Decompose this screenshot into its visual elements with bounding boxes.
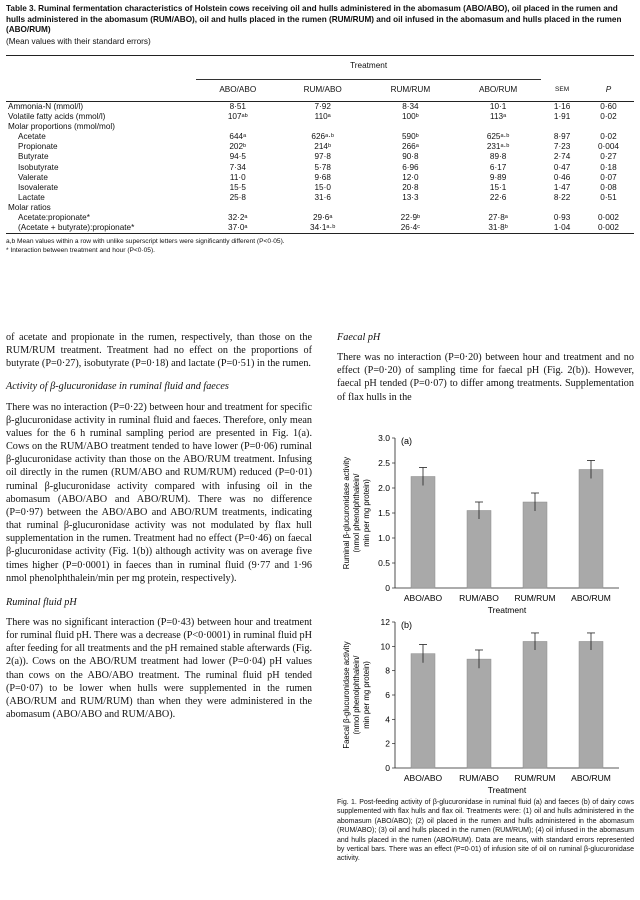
bar <box>523 502 547 588</box>
table-cell: 0·93 <box>553 213 571 223</box>
table-cell: 31·6 <box>314 192 331 202</box>
y-tick-label: 0 <box>385 763 390 773</box>
table-row <box>6 193 634 203</box>
column-header: ABO/ABO <box>219 85 257 95</box>
table-cell: 0·46 <box>553 172 571 182</box>
table-cell: 0·27 <box>600 152 617 162</box>
table-cell: 107ᵃᵇ <box>227 112 248 122</box>
y-tick-label: 2 <box>385 738 390 749</box>
table-cell: 0·02 <box>600 112 617 122</box>
y-tick-label: 1.0 <box>378 533 390 543</box>
table-cell: 90·8 <box>402 152 419 162</box>
y-tick-label: 8 <box>385 665 390 676</box>
y-tick-label: 2.5 <box>378 458 390 468</box>
section-heading: Faecal pH <box>337 332 381 343</box>
column-header: SEM <box>555 86 570 94</box>
row-label: Isobutyrate <box>18 162 59 172</box>
table-cell: 1·16 <box>553 102 571 111</box>
table-cell: 0·004 <box>597 142 619 152</box>
row-label: Molar ratios <box>8 202 51 212</box>
left-text-column <box>6 331 312 721</box>
column-header: P <box>605 85 612 95</box>
table-cell: 626ᵃ·ᵇ <box>311 132 334 142</box>
table-row <box>6 112 634 122</box>
table-cell: 0·07 <box>600 172 617 182</box>
bar <box>523 641 547 768</box>
table-3 <box>6 4 634 255</box>
table-cell: 89·8 <box>489 152 507 162</box>
bar <box>467 659 491 768</box>
table-row <box>6 213 634 223</box>
y-tick-label: 0.5 <box>378 558 390 568</box>
table-cell: 8·22 <box>553 192 571 202</box>
table-row <box>6 122 634 132</box>
table-cell <box>455 203 541 213</box>
bar <box>467 511 491 589</box>
table-cell <box>583 203 634 213</box>
table-cell <box>196 203 280 213</box>
table-cell: 202ᵇ <box>229 142 247 152</box>
table-cell: 10·1 <box>489 102 507 111</box>
table-cell: 12·0 <box>402 172 419 182</box>
table-cell: 2·74 <box>553 152 571 162</box>
x-tick-label: RUM/ABO <box>459 773 499 783</box>
table-cell <box>366 203 455 213</box>
table-cell: 1·47 <box>553 182 571 192</box>
table-cell: 0·002 <box>597 223 619 233</box>
table-cell <box>541 203 583 213</box>
x-tick-label: RUM/ABO <box>459 593 499 603</box>
y-axis-label-line: Faecal β-glucuronidase activity <box>342 641 351 749</box>
row-label: (Acetate + butyrate):propionate* <box>18 223 135 233</box>
table-cell: 0·02 <box>600 132 617 142</box>
y-axis-label-line: Ruminal β-glucuronidase activity <box>342 456 351 570</box>
row-label: Ammonia-N (mmol/l) <box>8 102 84 111</box>
table-cell <box>366 122 455 132</box>
table-row <box>6 132 634 142</box>
table-cell: 110ᵃ <box>314 112 331 122</box>
table-cell: 15·1 <box>489 182 507 192</box>
table-cell: 644ᵃ <box>229 132 247 142</box>
table-cell: 7·92 <box>314 102 331 111</box>
table-cell: 15·5 <box>229 182 246 192</box>
table-cell: 8·51 <box>229 102 246 111</box>
table-row <box>6 102 634 113</box>
bar <box>579 470 603 589</box>
table-row <box>6 223 634 234</box>
row-label: Molar proportions (mmol/mol) <box>8 122 115 132</box>
y-tick-label: 10 <box>380 641 390 652</box>
table-cell <box>583 122 634 132</box>
section-heading: Activity of β-glucuronidase in ruminal fluid and faeces <box>6 381 229 393</box>
treatment-header: Treatment <box>350 60 388 70</box>
row-label: Butyrate <box>18 152 49 162</box>
y-axis-label <box>342 641 371 748</box>
table-cell: 0·18 <box>600 162 617 172</box>
table-cell: 32·2ᵃ <box>228 213 248 223</box>
figure-1 <box>337 426 634 801</box>
table-cell: 11·0 <box>229 172 246 182</box>
table-cell <box>196 122 280 132</box>
row-label: Acetate <box>18 132 46 142</box>
y-axis-label-line: (nmol phenolphthalein/ <box>352 655 361 735</box>
table-row <box>6 152 634 162</box>
table-cell: 25·8 <box>229 192 246 202</box>
table-cell: 6·17 <box>489 162 507 172</box>
table-cell <box>280 122 366 132</box>
row-label: Valerate <box>18 172 48 182</box>
x-tick-label: ABO/ABO <box>403 773 443 783</box>
table-cell: 7·23 <box>553 142 571 152</box>
table-caption: Table 3. Ruminal fermentation characteristics of Holstein cows receiving oil and hulls administered in the abomasum (ABO/ABO), oil placed in the rumen and hulls administered in the abomasum (RUM/ABO), oil and hulls placed in the rumen (RUM/RUM) and oil infused in the abomasum and hulls placed in the rumen (ABO/RUM) <box>6 4 622 34</box>
table-cell: 15·0 <box>314 182 331 192</box>
paragraph: There was no interaction (P=0·20) between hour and treatment and no effect (P=0·20) of sampling time for faecal pH (Fig. 2(b)). However, faecal pH tended (P=0·07) to differ among treatments. Supplementation of flax hulls in the <box>337 352 634 403</box>
table-cell: 22·9ᵇ <box>400 213 421 223</box>
table-cell: 13·3 <box>402 192 419 202</box>
table-cell: 214ᵇ <box>314 142 332 152</box>
paragraph: There was no interaction (P=0·22) between hour and treatment for specific β-glucuronidase activity in ruminal fluid and faeces. Therefore, only mean values for the 6 h ruminal sampling period are presented in Fig. 1(a). Cows on the RUM/ABO treatment tended to have lower (P=0·06) ruminal β-glucuronidase activity than those on the ABO/RUM treatment. Infusing oil directly in the rumen (RUM/ABO and RUM/RUM) reduced (P=0·01) ruminal β-glucuronidase activity compared with infusing oil in the abomasum (ABO/ABO and ABO/RUM). There was no difference (P=0·97) between the ABO/ABO and ABO/RUM treatments, indicating that ruminal β-glucuronidase activity was not modulated by flax hull supplementation in the rumen. Treatment had no effect (P=0·46) on faecal β-glucuronidase activity (Fig. 1(b)) although activity was on average five times higher (P=0·0001) in faeces than in ruminal fluid (9·77 and 1·96 nmol phenolphthalein/min per mg protein, respectively). <box>6 401 312 584</box>
table-row <box>6 173 634 183</box>
bar <box>411 477 435 589</box>
x-tick-label: RUM/RUM <box>514 773 556 783</box>
column-header: ABO/RUM <box>478 85 518 95</box>
table-cell: 37·0ᵃ <box>228 223 248 233</box>
table-cell: 100ᵇ <box>402 112 419 122</box>
panel-label: (a) <box>401 436 412 446</box>
table-cell: 9·89 <box>489 172 507 182</box>
table-cell: 1·04 <box>553 223 571 233</box>
y-axis-label-line: (nmol phenolphthalein/ <box>352 473 361 553</box>
table-cell <box>541 122 583 132</box>
table-cell: 94·5 <box>229 152 246 162</box>
table-subcaption: (Mean values with their standard errors) <box>6 36 151 46</box>
x-axis-label: Treatment <box>487 605 527 615</box>
table-cell: 0·47 <box>553 162 571 172</box>
x-tick-label: ABO/ABO <box>403 593 443 603</box>
table-cell: 20·8 <box>402 182 419 192</box>
table-cell: 0·51 <box>600 192 617 202</box>
table-row <box>6 142 634 152</box>
table-cell <box>280 203 366 213</box>
table-cell: 0·60 <box>600 102 617 111</box>
row-label: Propionate <box>18 142 58 152</box>
section-heading: Ruminal fluid pH <box>6 596 77 608</box>
row-label: Volatile fatty acids (mmol/l) <box>8 112 106 122</box>
table-row <box>6 183 634 193</box>
table-cell: 8·97 <box>553 132 571 142</box>
panel-label: (b) <box>401 620 412 630</box>
y-tick-label: 2.0 <box>378 483 390 493</box>
row-label: Isovalerate <box>18 182 59 192</box>
table-cell: 9·68 <box>314 172 331 182</box>
table-cell: 8·34 <box>402 102 419 111</box>
table-cell: 266ᵃ <box>402 142 419 152</box>
table-row <box>6 203 634 213</box>
y-axis-label <box>342 457 371 569</box>
table-row <box>6 163 634 173</box>
column-header: RUM/ABO <box>303 85 342 95</box>
table-cell: 590ᵇ <box>402 132 419 142</box>
table-cell: 27·8ᵃ <box>488 213 508 223</box>
x-tick-label: ABO/RUM <box>571 773 611 783</box>
table-footnotes <box>6 237 634 255</box>
table-cell: 29·6ᵃ <box>312 213 333 223</box>
y-tick-label: 0 <box>385 583 390 593</box>
figure-caption: Fig. 1. Post-feeding activity of β-glucuronidase in ruminal fluid (a) and faeces (b) of dairy cows supplemented with flax hulls and flax oil. Treatments were: (1) oil and hulls administered in the abomasum (ABO/ABO); (2) oil placed in the rumen and hulls administered in the abomasum (RUM/ABO); (3) oil and hulls placed in the rumen (RUM/RUM); (4) oil infused in the abomasum and hulls placed in the rumen (ABO/RUM). Data are means, with standard errors represented by vertical bars. There was an effect (P=0·01) of infusion site of oil on ruminal β-glucuronidase activity. <box>337 799 634 863</box>
table-cell: 113ᵃ <box>490 112 507 122</box>
table-cell: 5·78 <box>314 162 331 172</box>
table-cell: 6·96 <box>402 162 419 172</box>
row-label: Acetate:propionate* <box>18 213 90 223</box>
bar <box>411 654 435 768</box>
table-cell: 31·8ᵇ <box>488 223 508 233</box>
y-tick-label: 3.0 <box>378 433 390 443</box>
table-cell: 26·4ᶜ <box>400 223 421 233</box>
y-axis-label-line: min per mg protein) <box>362 661 371 729</box>
table-cell: 0·08 <box>600 182 617 192</box>
column-header: RUM/RUM <box>390 85 431 95</box>
table-cell: 97·8 <box>314 152 331 162</box>
table-cell: 231ᵃ·ᵇ <box>486 142 510 152</box>
y-tick-label: 6 <box>385 690 390 700</box>
paragraph: There was no significant interaction (P=0·43) between hour and treatment for ruminal fluid pH. There was a decrease (P<0·0001) in ruminal fluid pH after feeding for all treatments and the pH remained stable afterwards (Fig. 2(a)). Cows on the ABO/RUM treatment had lower (P=0·04) pH values than cows on the ABO/ABO treatment. The ruminal fluid pH tended (P=0·07) to be lower when hulls were supplemented in the rumen (ABO/RUM and RUM/RUM) than when they were administered in the abomasum (ABO/ABO and RUM/ABO). <box>6 616 312 721</box>
figure-1-chart <box>337 426 634 796</box>
row-label: Lactate <box>18 192 45 202</box>
x-tick-label: RUM/RUM <box>514 593 556 603</box>
x-tick-label: ABO/RUM <box>571 593 611 603</box>
table-cell: 1·91 <box>553 112 571 122</box>
y-tick-label: 12 <box>380 617 390 627</box>
table-cell: 625ᵃ·ᵇ <box>486 132 510 142</box>
table-cell <box>455 122 541 132</box>
bar <box>579 641 603 768</box>
table-cell: 34·1ᵃ·ᵇ <box>310 223 336 233</box>
paragraph: of acetate and propionate in the rumen, respectively, than those on the RUM/RUM treatment. Treatment had no effect on the proportions of butyrate (P=0·27), isobutyrate (P=0·18) and lactate (P=0·51) in the rumen. <box>6 332 312 370</box>
table-cell: 0·002 <box>597 213 619 223</box>
x-axis-label: Treatment <box>487 785 527 795</box>
y-tick-label: 4 <box>385 714 390 725</box>
table-cell: 7·34 <box>229 162 246 172</box>
table-cell: 22·6 <box>489 192 507 202</box>
right-text-column <box>337 331 634 404</box>
table-footnote: a,b Mean values within a row with unlike superscript letters were significantly different (P<0·05). <box>6 238 285 246</box>
y-tick-label: 1.5 <box>378 508 390 518</box>
data-table <box>6 55 634 234</box>
table-footnote: * Interaction between treatment and hour (P<0·05). <box>6 247 155 255</box>
y-axis-label-line: min per mg protein) <box>362 479 371 547</box>
